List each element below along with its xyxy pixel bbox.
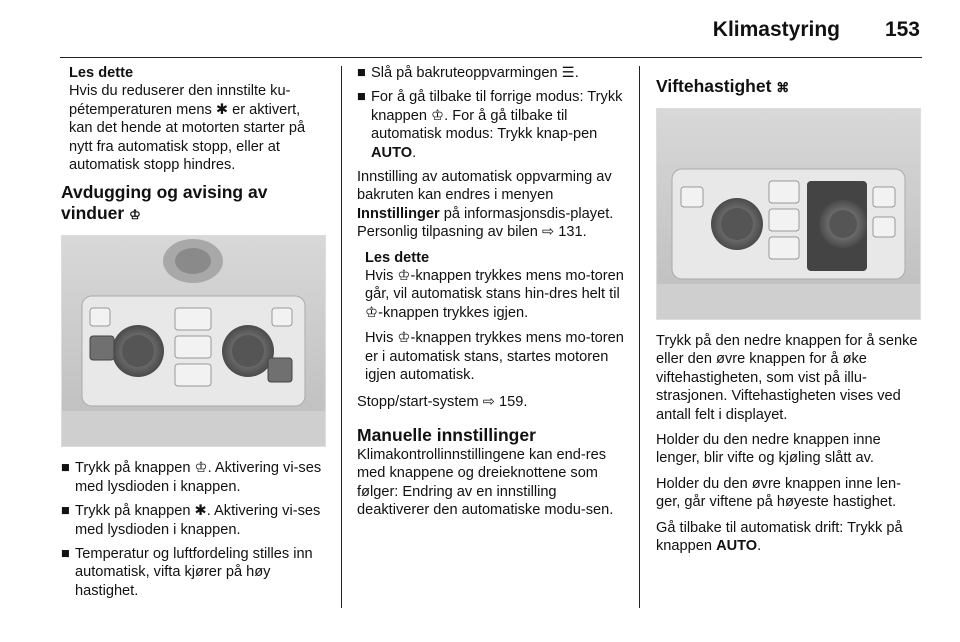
section-heading-defog: Avdugging og avising av vinduer ♔ [61,182,268,224]
column-divider [639,66,640,608]
page-reference: ⇨ 131. [541,224,587,241]
auto-label: AUTO [716,538,758,555]
paragraph: Holder du den nedre knappen inne lenger, blir vifte og kjøling slått av. [656,432,881,467]
page-reference: Stopp/start-system ⇨ 159. [357,393,528,410]
paragraph: Klimakontrollinnstillingene kan end-res med knappene og dreieknottene som følger: Endring av en innstilling deaktiverer den automatiske modu-sen. [357,446,614,519]
note-text: Hvis ♔-knappen trykkes mens mo-toren går, vil automatisk stans hin-dres helt til ♔-knappen trykkes igjen. [365,268,624,321]
column-1 [61,64,326,606]
paragraph: Holder du den øvre knappen inne len-ger, går viftene på høyeste hastighet. [656,475,902,511]
paragraph: Innstilling av automatisk oppvarming av bakruten kan endres i menyen Innstillinger på informasjonsdis-playet. Personlig tilpasning av bilen ⇨ 131. [357,169,614,241]
section-heading-manual: Manuelle innstillinger [357,424,536,445]
page-header [60,0,922,58]
list-item: ■ Trykk på knappen ✱. Aktivering vi-ses med lysdioden i knappen. [61,503,321,538]
note-text: Hvis ♔-knappen trykkes mens mo-toren er i automatisk stans, startes motoren igjen automatisk. [365,330,624,384]
column-divider [341,66,342,608]
note-text: Hvis du reduserer den innstilte ku-pétemperaturen mens ✱ er aktivert, kan det hende at motorten starter på nytt fra automatisk stopp, eller at automatisk stopp hindres. [69,83,306,174]
note-box [357,249,625,385]
list-item: ■ For å gå tilbake til forrige modus: Trykk knappen ♔. For å gå tilbake til automatisk modus: Trykk knap-pen AUTO. [357,89,623,161]
settings-label: Innstillinger [357,205,440,222]
defrost-icon: ♔ [129,207,141,223]
page-title: Klimastyring [712,18,840,41]
fan-panel-photo [656,108,921,320]
column-2 [357,64,625,527]
section-heading-fan: Viftehastighet ⌘ [656,76,790,96]
note-heading: Les dette [69,65,134,81]
paragraph: Trykk på den nedre knappen for å senke eller den øvre knappen for å øke viftehastigheten, som vist på illu-strasjonen. Viftehastigheten vises ved antall felt i displayet. [656,333,918,423]
page-number: 153 [884,18,920,41]
list-item: ■ Slå på bakruteoppvarmingen ☰. [357,65,579,81]
list-item: ■ Temperatur og luftfordeling stilles inn automatisk, vifta kjører på høy hastighet. [61,546,313,599]
climate-panel-photo [61,235,326,447]
note-heading: Les dette [365,249,430,266]
paragraph: Gå tilbake til automatisk drift: Trykk på knappen AUTO. [656,519,903,555]
auto-label: AUTO [371,144,413,161]
fan-icon: ⌘ [776,80,790,95]
list-item: ■ Trykk på knappen ♔. Aktivering vi-ses med lysdioden i knappen. [61,460,322,495]
note-box [61,64,326,174]
column-3 [656,64,922,562]
